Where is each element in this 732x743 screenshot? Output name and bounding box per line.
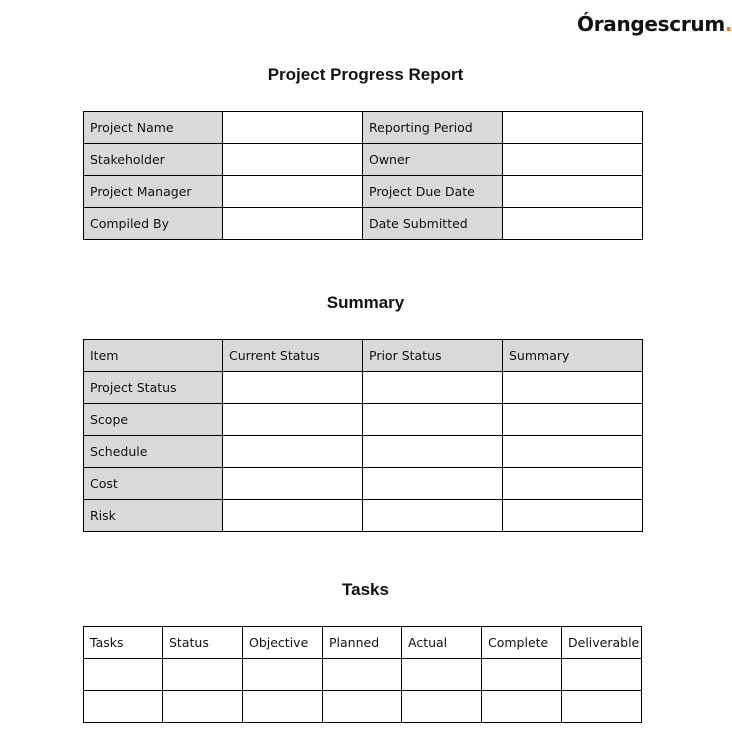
summary-row — [84, 468, 643, 500]
tasks-title: Tasks — [342, 580, 389, 599]
tasks-column-header: Planned — [323, 627, 402, 659]
info-value-field[interactable] — [503, 144, 643, 176]
summary-row — [84, 500, 643, 532]
info-label: Project Name — [84, 112, 223, 144]
tasks-column-header: Deliverable — [562, 627, 642, 659]
summary-item-label: Risk — [84, 500, 223, 532]
info-label: Project Manager — [84, 176, 223, 208]
task-cell-field[interactable] — [562, 691, 642, 723]
info-value-field[interactable] — [223, 112, 363, 144]
info-value-field[interactable] — [503, 112, 643, 144]
task-cell-field[interactable] — [402, 659, 482, 691]
info-row — [84, 112, 643, 144]
info-label: Owner — [363, 144, 503, 176]
prior-status-field[interactable] — [363, 500, 503, 532]
prior-status-field[interactable] — [363, 468, 503, 500]
summary-item-label: Scope — [84, 404, 223, 436]
info-label: Stakeholder — [84, 144, 223, 176]
tasks-column-header: Complete — [482, 627, 562, 659]
tasks-column-header: Status — [163, 627, 243, 659]
summary-row — [84, 372, 643, 404]
task-cell-field[interactable] — [163, 691, 243, 723]
info-value-field[interactable] — [223, 176, 363, 208]
prior-status-field[interactable] — [363, 436, 503, 468]
info-value-field[interactable] — [503, 176, 643, 208]
summary-column-header: Summary — [503, 340, 643, 372]
summary-item-label: Schedule — [84, 436, 223, 468]
info-label: Date Submitted — [363, 208, 503, 240]
summary-header-row — [84, 340, 643, 372]
task-cell-field[interactable] — [402, 691, 482, 723]
task-cell-field[interactable] — [163, 659, 243, 691]
summary-field[interactable] — [503, 404, 643, 436]
current-status-field[interactable] — [223, 372, 363, 404]
tasks-table — [83, 626, 642, 723]
task-cell-field[interactable] — [482, 659, 562, 691]
current-status-field[interactable] — [223, 404, 363, 436]
task-cell-field[interactable] — [482, 691, 562, 723]
task-cell-field[interactable] — [323, 691, 402, 723]
orangescrum-logo — [577, 12, 732, 36]
summary-column-header: Current Status — [223, 340, 363, 372]
task-cell-field[interactable] — [323, 659, 402, 691]
project-info-table — [83, 111, 643, 240]
info-label: Reporting Period — [363, 112, 503, 144]
summary-field[interactable] — [503, 468, 643, 500]
task-cell-field[interactable] — [562, 659, 642, 691]
info-value-field[interactable] — [503, 208, 643, 240]
tasks-column-header: Objective — [243, 627, 323, 659]
tasks-column-header: Actual — [402, 627, 482, 659]
info-value-field[interactable] — [223, 144, 363, 176]
tasks-header-row — [84, 627, 642, 659]
summary-column-header: Prior Status — [363, 340, 503, 372]
summary-field[interactable] — [503, 372, 643, 404]
summary-title: Summary — [326, 293, 405, 312]
summary-item-label: Cost — [84, 468, 223, 500]
summary-table — [83, 339, 643, 532]
summary-column-header: Item — [84, 340, 223, 372]
prior-status-field[interactable] — [363, 404, 503, 436]
info-label: Compiled By — [84, 208, 223, 240]
task-cell-field[interactable] — [84, 691, 163, 723]
info-value-field[interactable] — [223, 208, 363, 240]
summary-field[interactable] — [503, 500, 643, 532]
report-title: Project Progress Report — [267, 65, 464, 84]
task-cell-field[interactable] — [84, 659, 163, 691]
current-status-field[interactable] — [223, 500, 363, 532]
current-status-field[interactable] — [223, 468, 363, 500]
summary-row — [84, 436, 643, 468]
summary-item-label: Project Status — [84, 372, 223, 404]
info-row — [84, 144, 643, 176]
current-status-field[interactable] — [223, 436, 363, 468]
task-cell-field[interactable] — [243, 659, 323, 691]
tasks-column-header: Tasks — [84, 627, 163, 659]
task-row — [84, 691, 642, 723]
info-row — [84, 208, 643, 240]
info-row — [84, 176, 643, 208]
info-label: Project Due Date — [363, 176, 503, 208]
task-row — [84, 659, 642, 691]
task-cell-field[interactable] — [243, 691, 323, 723]
logo-dot: . — [724, 12, 732, 36]
prior-status-field[interactable] — [363, 372, 503, 404]
summary-row — [84, 404, 643, 436]
summary-field[interactable] — [503, 436, 643, 468]
logo-text: Órangescrum — [577, 12, 725, 36]
